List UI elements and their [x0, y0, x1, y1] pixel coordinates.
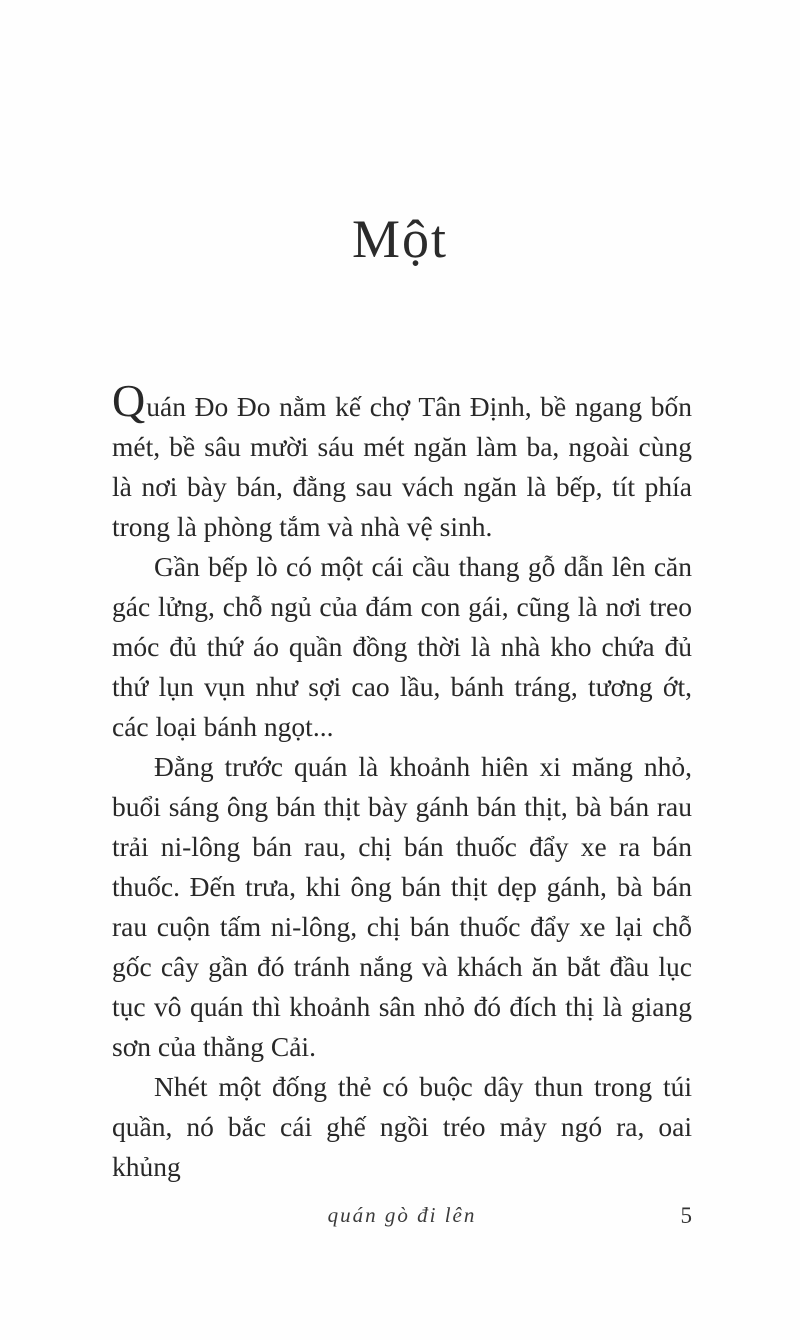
page-footer [112, 1203, 692, 1235]
paragraph: Nhét một đống thẻ có buộc dây thun trong túi quần, nó bắc cái ghế ngồi tréo mảy ngó ra, oai khủng [112, 1071, 692, 1182]
chapter-title: Một [351, 209, 449, 269]
paragraph [112, 375, 692, 547]
running-title: quán gò đi lên [327, 1203, 477, 1227]
page-number: 5 [680, 1203, 692, 1228]
paragraph-text: uán Đo Đo nằm kế chợ Tân Định, bề ngang bốn mét, bề sâu mười sáu mét ngăn làm ba, ngoài cùng là nơi bày bán, đằng sau vách ngăn là bếp, tít phía trong là phòng tắm và nhà vệ sinh. [112, 391, 692, 542]
paragraph: Đằng trước quán là khoảnh hiên xi măng nhỏ, buổi sáng ông bán thịt bày gánh bán thịt, bà bán rau trải ni-lông bán rau, chị bán thuốc đẩy xe ra bán thuốc. Đến trưa, khi ông bán thịt dẹp gánh, bà bán rau cuộn tấm ni-lông, chị bán thuốc đẩy xe lại chỗ gốc cây gần đó tránh nắng và khách ăn bắt đầu lục tục vô quán thì khoảnh sân nhỏ đó đích thị là giang sơn của thằng Cải. [112, 751, 692, 1062]
paragraph: Gần bếp lò có một cái cầu thang gỗ dẫn lên căn gác lửng, chỗ ngủ của đám con gái, cũng là nơi treo móc đủ thứ áo quần đồng thời là nhà kho chứa đủ thứ lụn vụn như sợi cao lầu, bánh tráng, tương ớt, các loại bánh ngọt... [112, 551, 692, 742]
body-text [112, 375, 692, 1187]
initial-capital: Q [112, 375, 147, 426]
